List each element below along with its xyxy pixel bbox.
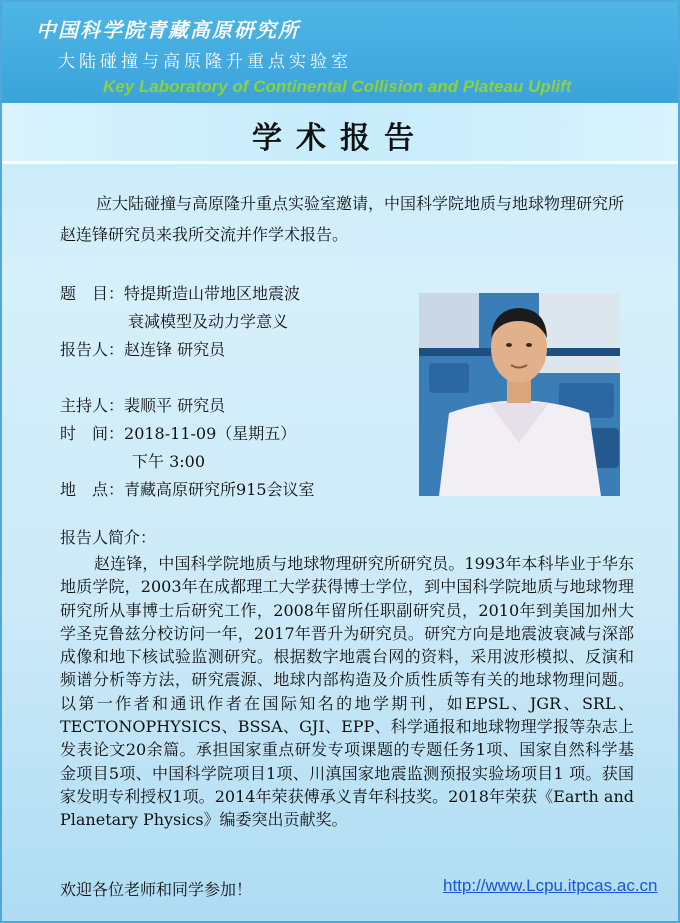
host-row <box>60 392 225 420</box>
speaker-row <box>60 336 225 364</box>
lab-name-en: Key Laboratory of Continental Collision and Plateau Uplift <box>103 77 572 96</box>
topic-line-1: 特提斯造山带地区地震波 <box>124 284 301 303</box>
time-row <box>60 420 296 448</box>
institute-name: 中国科学院青藏高原研究所 <box>36 18 300 42</box>
website-link[interactable]: http://www.Lcpu.itpcas.ac.cn <box>443 876 658 895</box>
topic-row-2 <box>128 308 288 336</box>
bio-paragraph: 赵连锋，中国科学院地质与地球物理研究所研究员。1993年本科毕业于华东地质学院，2003年在成都理工大学获得博士学位，到中国科学院地质与地球物理研究所从事博士后研究工作，2008年留所任职副研究员，2010年到美国加州大学圣克鲁兹分校访问一年，2017年晋升为研究员。研究方向是地震波衰减与深部成像和地下核试验监测研究。根据数字地震台网的资料，采用波形模拟、反演和频谱分析等方法，研究震源、地球内部构造及介质性质等有关的地球物理问题。以第一作者和通讯作者在国际知名的地学期刊，如EPSL、JGR、SRL、TECTONOPHYSICS、BSSA、GJI、EPP、科学通报和地球物理学报等杂志上发表论文20余篇。承担国家重点研发专项课题的专题任务1项、国家自然科学基金项目5项、中国科学院项目1项、川滇国家地震监测预报实验场项目1 项。获国家发明专利授权1项。2014年荣获傅承义青年科技奖。2018年荣获《Earth and Planetary Physics》编委突出贡献奖。 <box>60 554 634 830</box>
lab-name-cn: 大陆碰撞与高原隆升重点实验室 <box>58 52 352 72</box>
place-row <box>60 476 315 504</box>
host-value: 裴顺平 研究员 <box>124 396 226 415</box>
page-title: 学术报告 <box>252 121 428 156</box>
topic-line-2: 衰减模型及动力学意义 <box>128 312 289 331</box>
speaker-photo <box>419 293 620 496</box>
time-row-2 <box>132 448 205 476</box>
host-label: 主持人： <box>60 396 125 415</box>
time-label: 时 间： <box>60 424 125 443</box>
topic-row <box>60 280 300 308</box>
intro-paragraph: 应大陆碰撞与高原隆升重点实验室邀请，中国科学院地质与地球物理研究所赵连锋研究员来我所交流并作学术报告。 <box>60 194 625 244</box>
topic-label: 题 目： <box>60 284 125 303</box>
speaker-photo-illustration <box>419 293 620 496</box>
welcome-text: 欢迎各位老师和同学参加！ <box>60 880 253 899</box>
speaker-value: 赵连锋 研究员 <box>124 340 226 359</box>
time-hour: 下午 3:00 <box>132 452 206 471</box>
speaker-label: 报告人： <box>60 340 125 359</box>
place-value: 青藏高原研究所915会议室 <box>124 480 315 499</box>
place-label: 地 点： <box>60 480 125 499</box>
bio-heading: 报告人简介： <box>60 528 157 547</box>
time-date: 2018-11-09（星期五） <box>124 424 297 443</box>
header-banner <box>0 0 680 103</box>
